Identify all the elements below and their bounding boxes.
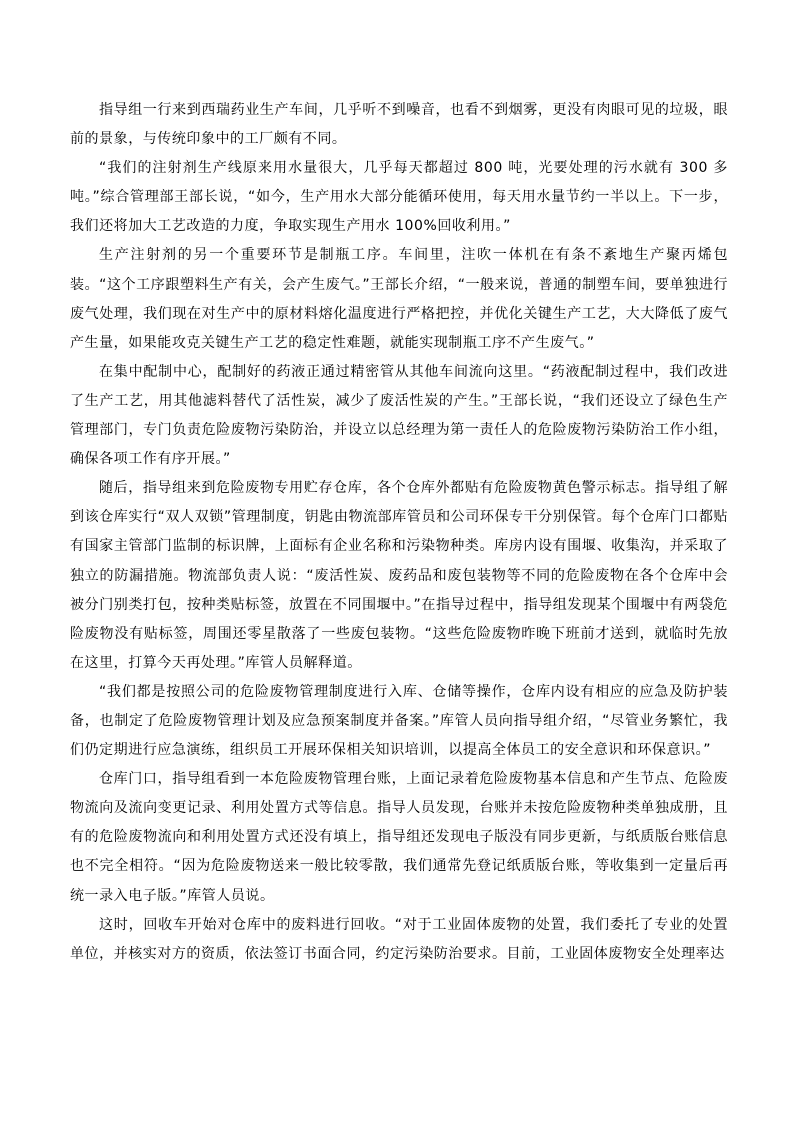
paragraph-5: 随后，指导组来到危险废物专用贮存仓库，各个仓库外都贴有危险废物黄色警示标志。指导组了解到该仓库实行“双人双锁”管理制度，钥匙由物流部库管员和公司环保专干分别保管。每个仓库门口都贴有国家主管部门监制的标识牌，上面标有企业名称和污染物种类。库房内设有围堰、收集沟，并采取了独立的防漏措施。物流部负责人说：“废活性炭、废药品和废包装物等不同的危险废物在各个仓库中会被分门别类打包，按种类贴标签，放置在不同围堰中。”在指导过程中，指导组发现某个围堰中有两袋危险废物没有贴标签，周围还零星散落了一些废包装物。“这些危险废物昨晚下班前才送到，就临时先放在这里，打算今天再处理。”库管人员解释道。 — [70, 480, 728, 671]
paragraph-1: 指导组一行来到西瑞药业生产车间，几乎听不到噪音，也看不到烟雾，更没有肉眼可见的垃圾，眼前的景象，与传统印象中的工厂颇有不同。 — [70, 102, 728, 148]
paragraph-8: 这时，回收车开始对仓库中的废料进行回收。“对于工业固体废物的处置，我们委托了专业的处置单位，并核实对方的资质，依法签订书面合同，约定污染防治要求。目前，工业固体废物安全处理率达 — [70, 916, 728, 962]
paragraph-6: “我们都是按照公司的危险废物管理制度进行入库、仓储等操作，仓库内设有相应的应急及防护装备，也制定了危险废物管理计划及应急预案制度并备案。”库管人员向指导组介绍，“尽管业务繁忙，我们仍定期进行应急演练，组织员工开展环保相关知识培训，以提高全体员工的安全意识和环保意识。” — [70, 683, 728, 759]
paragraph-7: 仓库门口，指导组看到一本危险废物管理台账，上面记录着危险废物基本信息和产生节点、危险废物流向及流向变更记录、利用处置方式等信息。指导人员发现，台账并未按危险废物种类单独成册，且有的危险废物流向和利用处置方式还没有填上，指导组还发现电子版没有同步更新，与纸质版台账信息也不完全相符。“因为危险废物送来一般比较零散，我们通常先登记纸质版台账，等收集到一定量后再统一录入电子版。”库管人员说。 — [70, 771, 728, 904]
paragraph-4: 在集中配制中心，配制好的药液正通过精密管从其他车间流向这里。“药液配制过程中，我们改进了生产工艺，用其他滤料替代了活性炭，减少了废活性炭的产生。”王部长说，“我们还设立了绿色生产管理部门，专门负责危险废物污染防治，并设立以总经理为第一责任人的危险废物污染防治工作小组，确保各项工作有序开展。” — [70, 363, 728, 468]
paragraph-3: 生产注射剂的另一个重要环节是制瓶工序。车间里，注吹一体机在有条不紊地生产聚丙烯包装。“这个工序跟塑料生产有关，会产生废气。”王部长介绍，“一般来说，普通的制塑车间，要单独进行废气处理，我们现在对生产中的原材料熔化温度进行严格把控，并优化关键生产工艺，大大降低了废气产生量，如果能攻克关键生产工艺的稳定性难题，就能实现制瓶工序不产生废气。” — [70, 247, 728, 351]
document-body — [70, 96, 728, 969]
paragraph-2: “我们的注射剂生产线原来用水量很大，几乎每天都超过 800 吨，光要处理的污水就有 300 多吨。”综合管理部王部长说，“如今，生产用水大部分能循环使用，每天用水量节约一半以上。下一步，我们还将加大工艺改造的力度，争取实现生产用水 100%回收利用。” — [70, 160, 728, 235]
